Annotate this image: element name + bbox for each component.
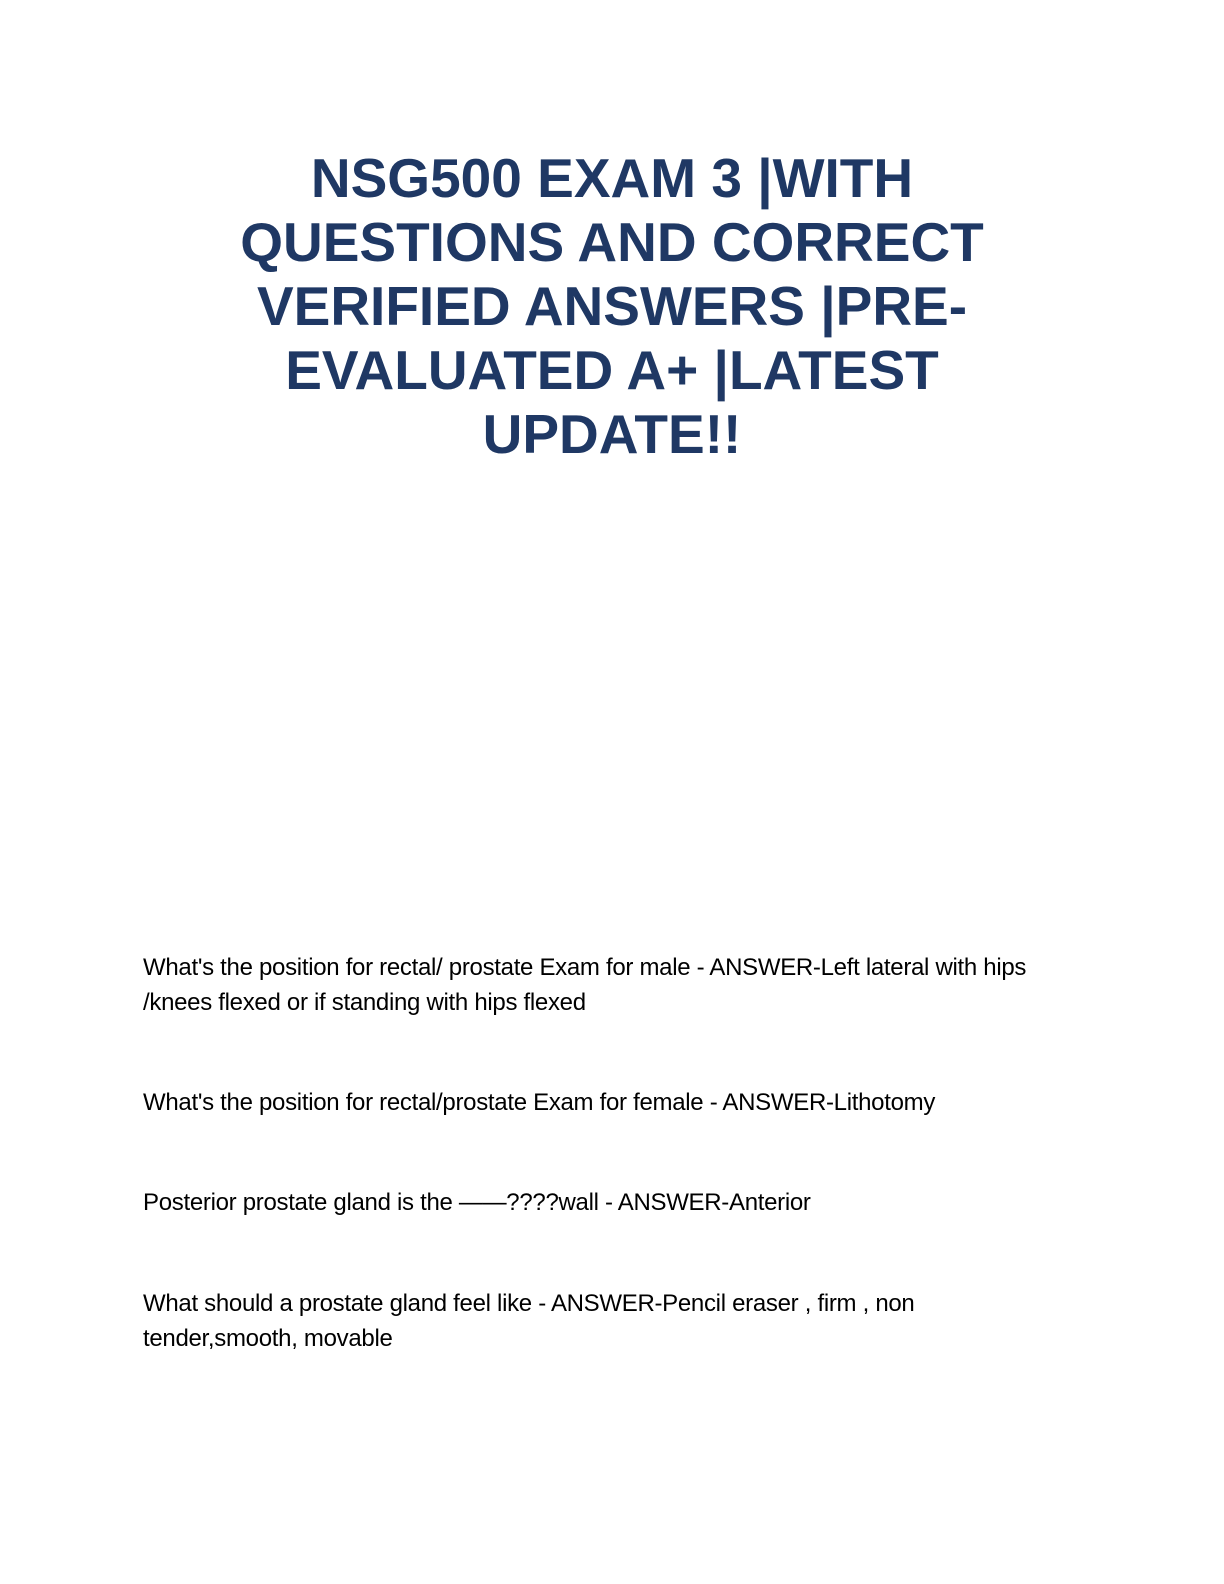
title-line: EVALUATED A+ |LATEST bbox=[285, 339, 939, 401]
title-line: QUESTIONS AND CORRECT bbox=[240, 211, 984, 273]
qa-text-line: tender,smooth, movable bbox=[143, 1325, 393, 1352]
title-line: VERIFIED ANSWERS |PRE- bbox=[256, 275, 968, 337]
qa-item-prostate-feel bbox=[143, 1286, 1103, 1356]
title-line: UPDATE!! bbox=[482, 403, 742, 465]
qa-text-line: What's the position for rectal/prostate Exam for female - ANSWER-Lithotomy bbox=[143, 1089, 936, 1116]
qa-text-line: What's the position for rectal/ prostate Exam for male - ANSWER-Left lateral with hips bbox=[143, 954, 1027, 981]
qa-item-posterior-prostate bbox=[143, 1185, 1103, 1220]
qa-text-line: /knees flexed or if standing with hips flexed bbox=[143, 989, 586, 1016]
qa-item-rectal-exam-female bbox=[143, 1085, 1103, 1120]
qa-text-line: What should a prostate gland feel like - ANSWER-Pencil eraser , firm , non bbox=[143, 1290, 915, 1317]
document-title bbox=[190, 146, 1034, 466]
qa-text-line: Posterior prostate gland is the ——????wall - ANSWER-Anterior bbox=[143, 1189, 811, 1216]
qa-item-rectal-exam-male bbox=[143, 950, 1103, 1020]
title-line: NSG500 EXAM 3 |WITH bbox=[310, 147, 914, 209]
